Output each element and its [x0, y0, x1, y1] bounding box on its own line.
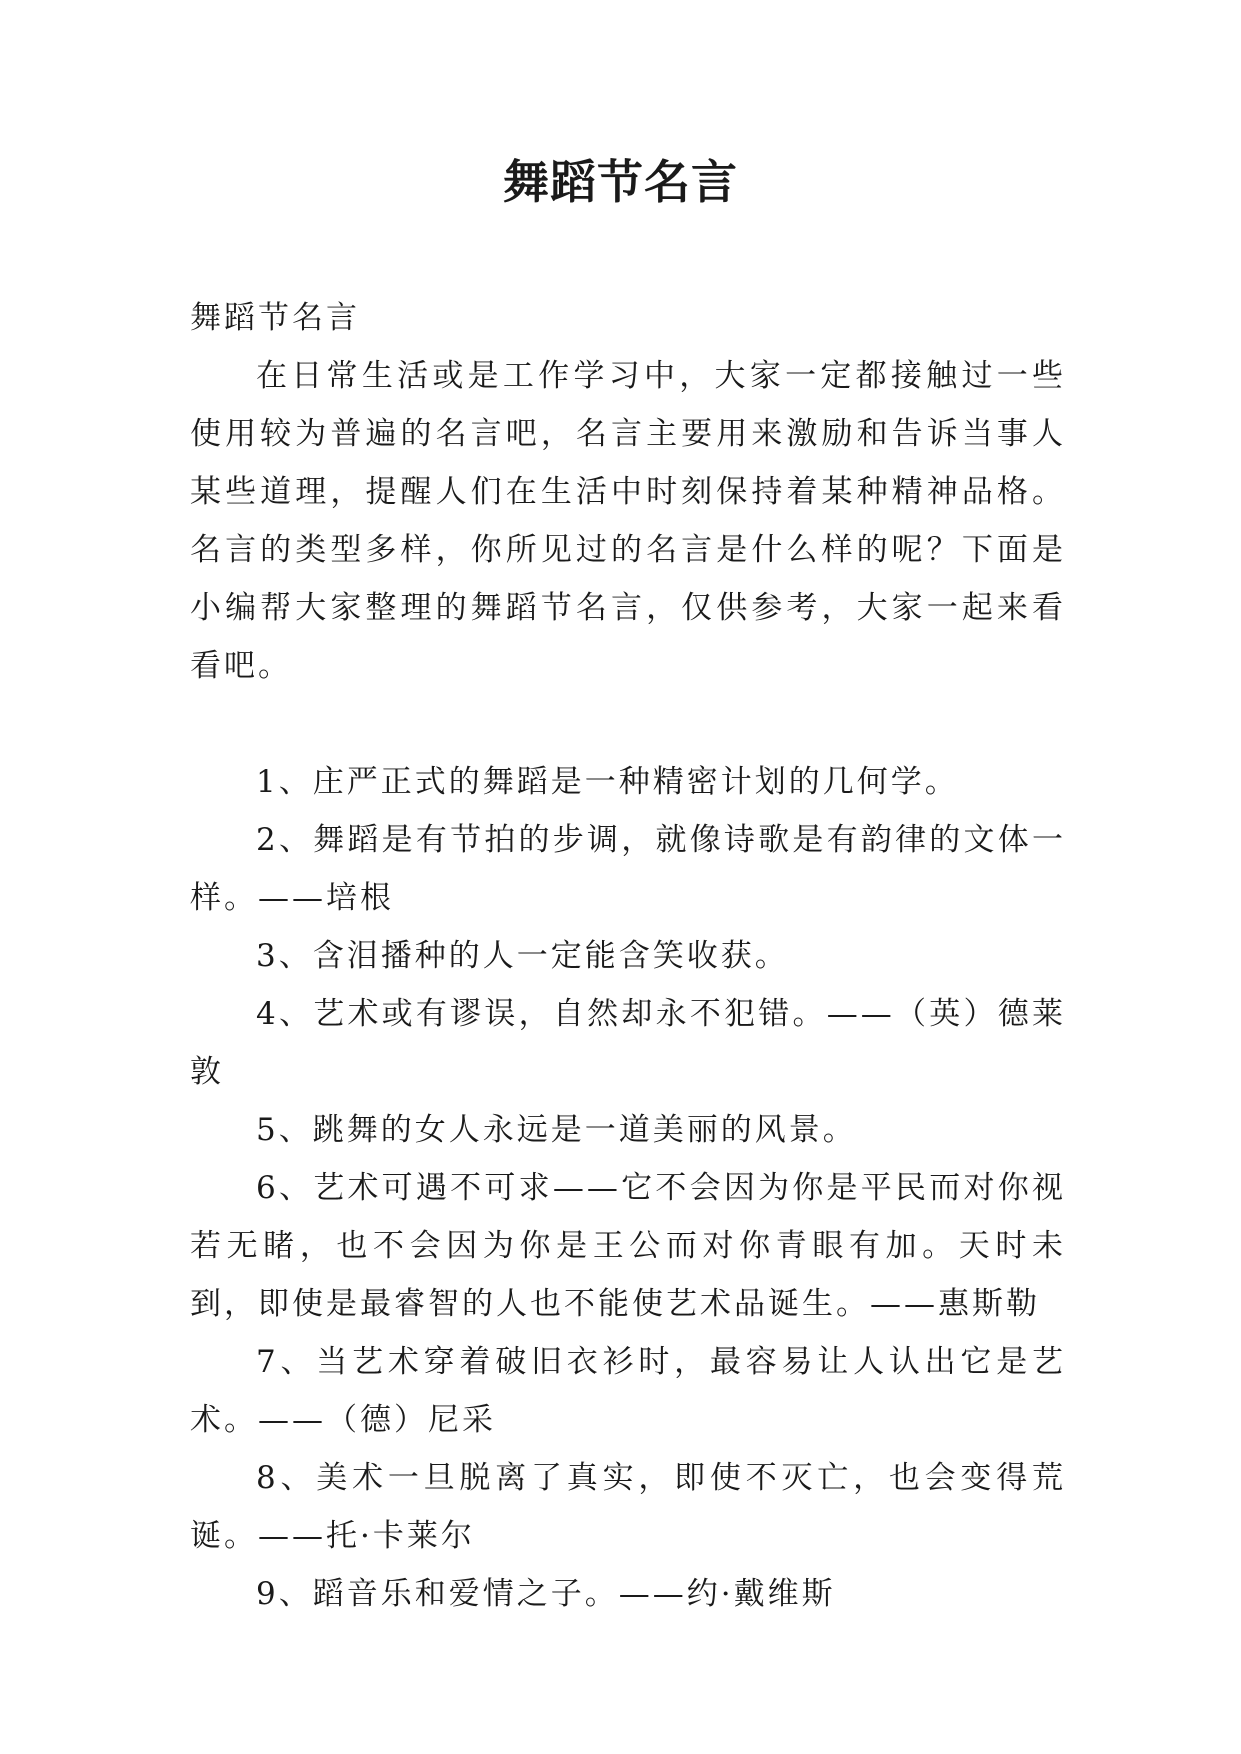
document-title: 舞蹈节名言: [503, 155, 738, 209]
quote-item: 3、含泪播种的人一定能含笑收获。: [256, 938, 789, 974]
document-body: [190, 289, 1066, 1623]
section-heading: 舞蹈节名言: [190, 300, 360, 336]
quote-item: 7、当艺术穿着破旧衣衫时，最容易让人认出它是艺术。——（德）尼采: [190, 1344, 1066, 1438]
quote-item: 2、舞蹈是有节拍的步调，就像诗歌是有韵律的文体一样。——培根: [190, 822, 1066, 916]
quote-item: 9、蹈音乐和爱情之子。——约·戴维斯: [256, 1576, 836, 1612]
intro-paragraph: 在日常生活或是工作学习中，大家一定都接触过一些使用较为普遍的名言吧，名言主要用来激励和告诉当事人某些道理，提醒人们在生活中时刻保持着某种精神品格。名言的类型多样，你所见过的名言是什么样的呢？下面是小编帮大家整理的舞蹈节名言，仅供参考，大家一起来看看吧。: [190, 358, 1066, 684]
quote-item: 6、艺术可遇不可求——它不会因为你是平民而对你视若无睹，也不会因为你是王公而对你青眼有加。天时未到，即使是最睿智的人也不能使艺术品诞生。——惠斯勒: [190, 1170, 1066, 1322]
quote-item: 5、跳舞的女人永远是一道美丽的风景。: [256, 1112, 857, 1148]
quote-item: 1、庄严正式的舞蹈是一种精密计划的几何学。: [256, 764, 959, 800]
quote-item: 8、美术一旦脱离了真实，即使不灭亡，也会变得荒诞。——托·卡莱尔: [190, 1460, 1066, 1554]
quote-item: 4、艺术或有谬误，自然却永不犯错。——（英）德莱敦: [190, 996, 1066, 1090]
paragraph-spacer: [190, 695, 1066, 753]
